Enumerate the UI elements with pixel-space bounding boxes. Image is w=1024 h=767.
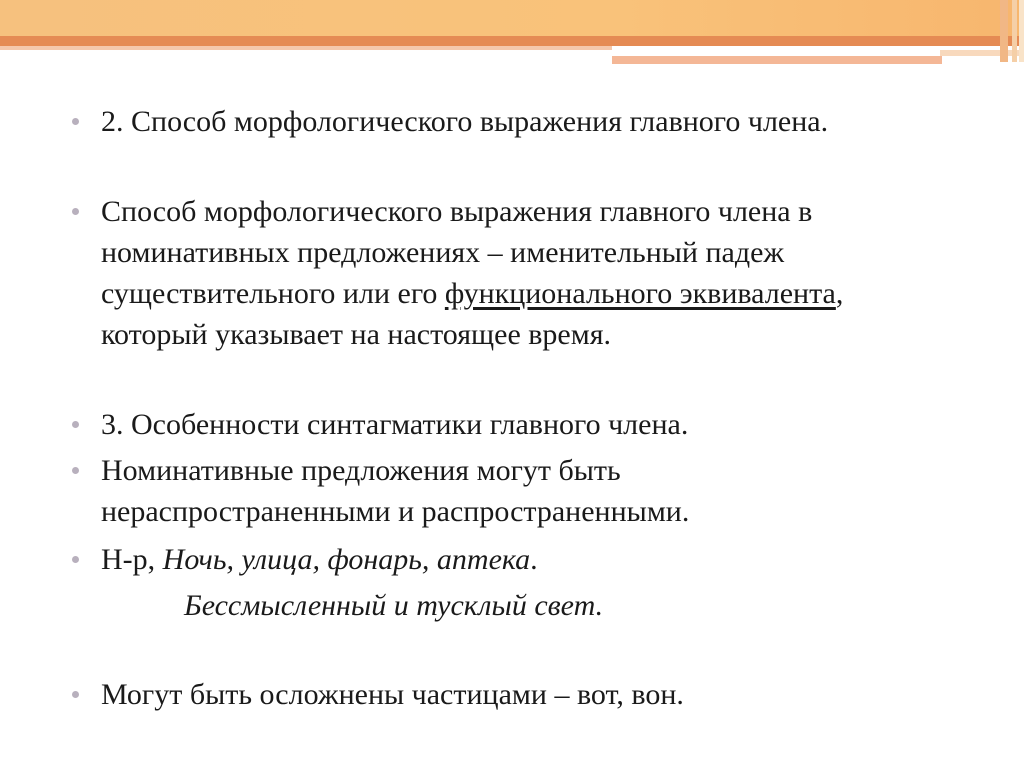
text-segment: существительного или его: [101, 277, 445, 310]
bullet-icon: [72, 467, 79, 474]
bullet-icon: [72, 691, 79, 698]
bullet-item: [72, 191, 972, 355]
text-line: номинативных предложениях – именительный падеж: [101, 236, 785, 269]
example-italic: Ночь, улица, фонарь, аптека: [162, 543, 531, 576]
bullet-item: [72, 404, 972, 445]
bullet-icon: [72, 208, 79, 215]
text-line: нераспространенными и распространенными.: [101, 495, 690, 528]
text-line: Номинативные предложения могут быть: [101, 454, 621, 487]
bullet-text: [101, 539, 972, 580]
bullet-icon: [72, 556, 79, 563]
bullet-item: [72, 450, 972, 532]
bullet-item: [72, 101, 972, 142]
bullet-item: [72, 674, 972, 715]
example-continuation: Бессмысленный и тусклый свет.: [184, 589, 604, 622]
bullet-text: [101, 450, 972, 532]
text-line: [101, 273, 972, 314]
bullet-icon: [72, 118, 79, 125]
bullet-text: Могут быть осложнены частицами – вот, вон.: [101, 678, 684, 711]
text-line: Способ морфологического выражения главного члена в: [101, 195, 813, 228]
bullet-text: [101, 191, 972, 355]
bullet-text: 2. Способ морфологического выражения главного члена.: [101, 105, 829, 138]
text-segment: .: [530, 543, 538, 576]
text-segment: ,: [835, 277, 844, 310]
bullet-icon: [72, 421, 79, 428]
bullet-text: 3. Особенности синтагматики главного члена.: [101, 408, 689, 441]
underlined-term: функционального эквивалента: [444, 277, 836, 310]
text-segment: Н-р,: [101, 543, 163, 576]
bullet-item: [72, 539, 972, 580]
text-line: который указывает на настоящее время.: [101, 318, 612, 351]
